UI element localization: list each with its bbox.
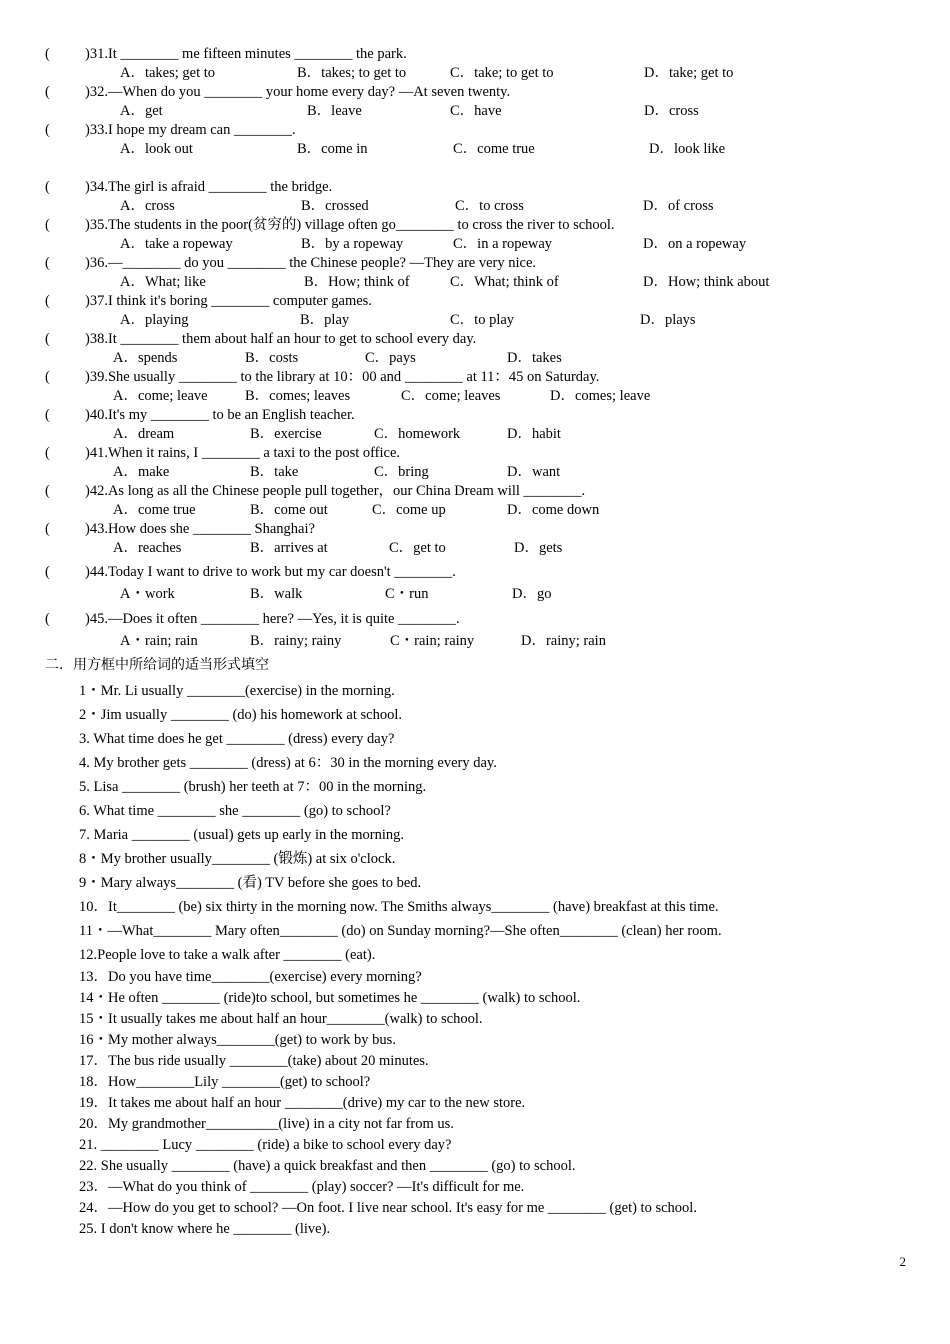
answer-paren: (: [45, 611, 50, 627]
fill-item: 12.People love to take a walk after ________ (eat).: [79, 947, 376, 963]
option-c: C．to cross: [455, 198, 524, 214]
option-b: B．crossed: [301, 198, 369, 214]
fill-item: 3. What time does he get ________ (dress) every day?: [79, 731, 395, 747]
option-a: A．come true: [113, 502, 196, 518]
question-text: )35.The students in the poor(贫穷的) village often go________ to cross the river to school.: [85, 217, 615, 233]
question-stem: [45, 561, 925, 583]
question-options: [45, 583, 925, 605]
option-b: B．costs: [245, 350, 299, 366]
question-options: [45, 349, 925, 368]
question-options: [45, 311, 925, 330]
question-stem: [45, 482, 925, 501]
option-c: C・rain; rainy: [390, 633, 475, 649]
option-c: C．pays: [365, 350, 416, 366]
question-stem: [45, 121, 925, 140]
fill-in-section: [79, 679, 939, 1240]
question-options: [45, 387, 925, 406]
option-c: C．come; leaves: [401, 388, 501, 404]
fill-item: 5. Lisa ________ (brush) her teeth at 7：00 in the morning.: [79, 779, 427, 795]
option-a: A．look out: [120, 141, 193, 157]
option-a: A．dream: [113, 426, 175, 442]
answer-paren: (: [45, 521, 50, 537]
fill-item: 1・Mr. Li usually ________(exercise) in the morning.: [79, 683, 395, 699]
fill-item: 24．—How do you get to school? —On foot. I live near school. It's easy for me ________ (get) to school.: [79, 1200, 697, 1216]
option-d: D．on a ropeway: [643, 236, 747, 252]
question-stem: [45, 45, 925, 64]
fill-item: 9・Mary always________ (看) TV before she goes to bed.: [79, 875, 422, 891]
option-d: D．take; get to: [644, 65, 734, 81]
option-d: D．come down: [507, 502, 600, 518]
question-options: [45, 235, 925, 254]
question-text: )36.—________ do you ________ the Chinese people? —They are very nice.: [85, 255, 537, 271]
option-b: B．take: [250, 464, 299, 480]
question-stem: [45, 178, 925, 197]
question-text: )37.I think it's boring ________ computer games.: [85, 293, 372, 309]
question-stem: [45, 83, 925, 102]
option-d: D．How; think about: [643, 274, 770, 290]
fill-item: 22. She usually ________ (have) a quick breakfast and then ________ (go) to school.: [79, 1158, 576, 1174]
option-c: C．have: [450, 103, 502, 119]
option-a: A．What; like: [120, 274, 206, 290]
option-a: A．cross: [120, 198, 175, 214]
answer-paren: (: [45, 179, 50, 195]
question-text: )40.It's my ________ to be an English teacher.: [85, 407, 355, 423]
answer-paren: (: [45, 255, 50, 271]
fill-item: 16・My mother always________(get) to work by bus.: [79, 1032, 396, 1048]
option-c: C．in a ropeway: [453, 236, 553, 252]
option-a: A・rain; rain: [120, 633, 198, 649]
option-d: D．gets: [514, 540, 563, 556]
fill-item: 2・Jim usually ________ (do) his homework at school.: [79, 707, 403, 723]
question-text: )31.It ________ me fifteen minutes ________ the park.: [85, 46, 407, 62]
question-options: [45, 425, 925, 444]
question-options: [45, 197, 925, 216]
fill-item: 25. I don't know where he ________ (live).: [79, 1221, 331, 1237]
question-stem: [45, 520, 925, 539]
option-a: A．playing: [120, 312, 189, 328]
option-b: B．exercise: [250, 426, 322, 442]
question-options: [45, 630, 925, 652]
answer-paren: (: [45, 331, 50, 347]
fill-item: 6. What time ________ she ________ (go) to school?: [79, 803, 391, 819]
option-a: A・work: [120, 586, 175, 602]
fill-item: 7. Maria ________ (usual) gets up early in the morning.: [79, 827, 404, 843]
option-a: A．reaches: [113, 540, 182, 556]
question-options: [45, 102, 925, 121]
option-d: D．takes: [507, 350, 562, 366]
option-c: C．get to: [389, 540, 446, 556]
fill-item: 21. ________ Lucy ________ (ride) a bike to school every day?: [79, 1137, 452, 1153]
option-b: B．How; think of: [304, 274, 410, 290]
question-text: )32.—When do you ________ your home every day? —At seven twenty.: [85, 84, 511, 100]
fill-item: 8・My brother usually________ (锻炼) at six o'clock.: [79, 851, 396, 867]
option-c: C．bring: [374, 464, 429, 480]
question-options: [45, 539, 925, 558]
option-c: C．come true: [453, 141, 535, 157]
question-text: )34.The girl is afraid ________ the bridge.: [85, 179, 333, 195]
option-d: D．comes; leave: [550, 388, 651, 404]
fill-item: 18．How________Lily ________(get) to school?: [79, 1074, 371, 1090]
option-b: B．takes; to get to: [297, 65, 407, 81]
option-c: C．come up: [372, 502, 446, 518]
answer-paren: (: [45, 84, 50, 100]
multiple-choice-section: [45, 45, 925, 652]
question-stem: [45, 254, 925, 273]
answer-paren: (: [45, 217, 50, 233]
option-a: A．make: [113, 464, 170, 480]
question-text: )44.Today I want to drive to work but my car doesn't ________.: [85, 564, 456, 580]
question-stem: [45, 292, 925, 311]
option-a: A．get: [120, 103, 163, 119]
option-d: D．of cross: [643, 198, 714, 214]
option-b: B．come out: [250, 502, 328, 518]
option-d: D．habit: [507, 426, 561, 442]
question-stem: [45, 368, 925, 387]
option-d: D．rainy; rain: [521, 633, 606, 649]
answer-paren: (: [45, 407, 50, 423]
question-text: )45.—Does it often ________ here? —Yes, it is quite ________.: [85, 611, 460, 627]
question-stem: [45, 330, 925, 349]
option-d: D．go: [512, 586, 552, 602]
question-options: [45, 501, 925, 520]
question-options: [45, 140, 925, 159]
spacer: [45, 159, 925, 178]
option-d: D．cross: [644, 103, 699, 119]
question-text: )42.As long as all the Chinese people pull together，our China Dream will ________.: [85, 483, 586, 499]
question-options: [45, 64, 925, 83]
option-b: B．play: [300, 312, 350, 328]
option-c: C．take; to get to: [450, 65, 554, 81]
question-options: [45, 463, 925, 482]
option-b: B．rainy; rainy: [250, 633, 342, 649]
fill-item: 11・—What________ Mary often________ (do) on Sunday morning?—She often________ (clean) her room.: [79, 923, 722, 939]
question-text: )39.She usually ________ to the library at 10：00 and ________ at 11：45 on Saturday.: [85, 369, 600, 385]
answer-paren: (: [45, 369, 50, 385]
question-text: )38.It ________ them about half an hour to get to school every day.: [85, 331, 477, 347]
option-d: D．plays: [640, 312, 696, 328]
answer-paren: (: [45, 122, 50, 138]
fill-item: 13．Do you have time________(exercise) every morning?: [79, 969, 422, 985]
option-b: B．leave: [307, 103, 362, 119]
question-stem: [45, 444, 925, 463]
answer-paren: (: [45, 483, 50, 499]
fill-item: 23．—What do you think of ________ (play) soccer? —It's difficult for me.: [79, 1179, 525, 1195]
question-options: [45, 273, 925, 292]
fill-item: 10．It________ (be) six thirty in the morning now. The Smiths always________ (have) breakfast at this time.: [79, 899, 719, 915]
section-2-title: 二．用方框中所给词的适当形式填空: [45, 657, 269, 673]
option-a: A．take a ropeway: [120, 236, 233, 252]
page-number: 2: [899, 1254, 906, 1269]
option-a: A．takes; get to: [120, 65, 216, 81]
option-b: B．come in: [297, 141, 368, 157]
fill-item: 14・He often ________ (ride)to school, but sometimes he ________ (walk) to school.: [79, 990, 581, 1006]
option-c: C．to play: [450, 312, 515, 328]
option-b: B．comes; leaves: [245, 388, 351, 404]
option-b: B．by a ropeway: [301, 236, 404, 252]
question-text: )41.When it rains, I ________ a taxi to the post office.: [85, 445, 401, 461]
option-c: C・run: [385, 586, 429, 602]
fill-item: 17．The bus ride usually ________(take) about 20 minutes.: [79, 1053, 429, 1069]
option-d: D．look like: [649, 141, 726, 157]
question-text: )33.I hope my dream can ________.: [85, 122, 296, 138]
option-a: A．come; leave: [113, 388, 208, 404]
option-a: A．spends: [113, 350, 178, 366]
question-stem: [45, 216, 925, 235]
answer-paren: (: [45, 293, 50, 309]
option-b: B．arrives at: [250, 540, 328, 556]
fill-item: 19．It takes me about half an hour ________(drive) my car to the new store.: [79, 1095, 526, 1111]
option-d: D．want: [507, 464, 561, 480]
fill-item: 4. My brother gets ________ (dress) at 6：30 in the morning every day.: [79, 755, 497, 771]
fill-item: 15・It usually takes me about half an hour________(walk) to school.: [79, 1011, 483, 1027]
option-c: C．What; think of: [450, 274, 559, 290]
question-stem: [45, 608, 925, 630]
answer-paren: (: [45, 564, 50, 580]
option-b: B．walk: [250, 586, 303, 602]
fill-item: 20．My grandmother__________(live) in a city not far from us.: [79, 1116, 454, 1132]
question-stem: [45, 406, 925, 425]
question-text: )43.How does she ________ Shanghai?: [85, 521, 315, 537]
answer-paren: (: [45, 445, 50, 461]
option-c: C．homework: [374, 426, 461, 442]
answer-paren: (: [45, 46, 50, 62]
